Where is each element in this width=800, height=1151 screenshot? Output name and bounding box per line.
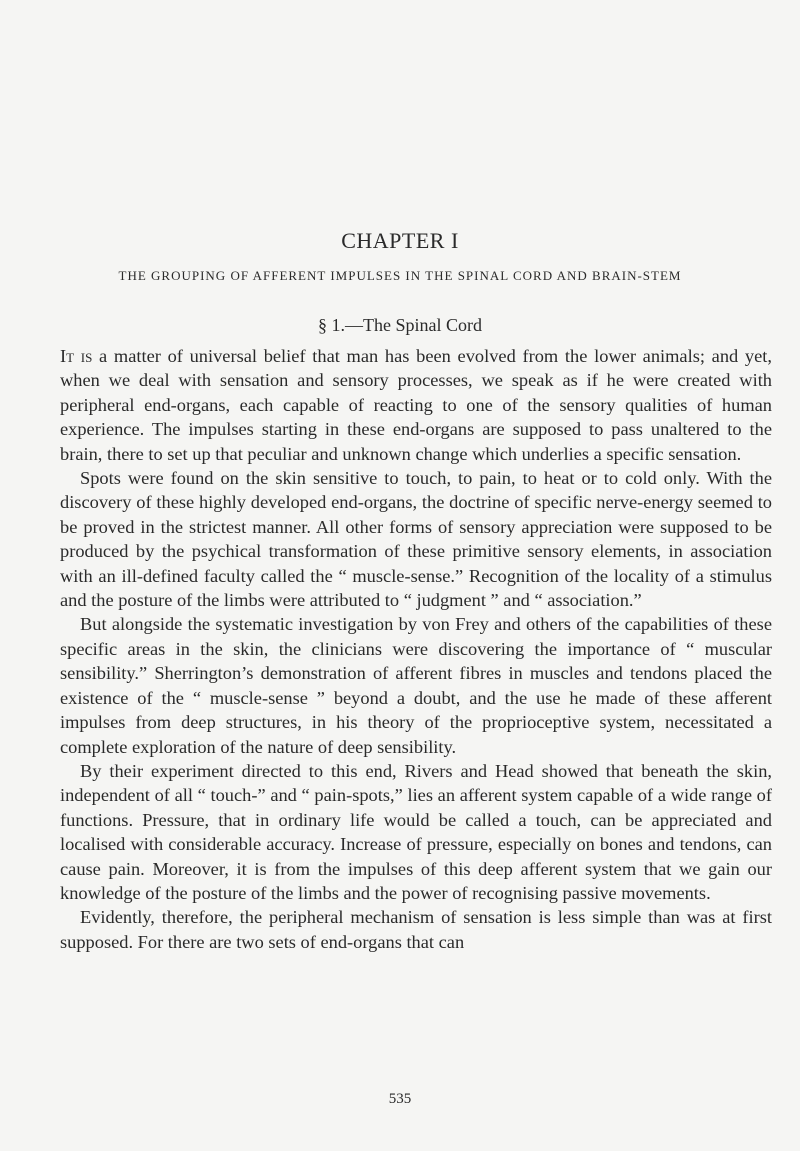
paragraph: Evidently, therefore, the peripheral mechanism of sensation is less simple than was at first supposed. For there are two sets of end-organs that can <box>60 907 772 952</box>
paragraph: By their experiment directed to this end, Rivers and Head showed that beneath the skin, independent of all “ touch-” and “ pain-spots,” lies an afferent system capable of a wide range of functions. Pressure, that in ordinary life would be called a touch, can be appreciated and localised with considerable accuracy. Increase of pressure, especially on bones and tendons, can cause pain. Moreover, it is from the impulses of this deep afferent system that we gain our knowledge of the posture of the limbs and the power of recognising passive movements. <box>60 760 772 903</box>
paragraph: But alongside the systematic investigation by von Frey and others of the capabilities of these specific areas in the skin, the clinicians were discovering the importance of “ muscular sensibility.” Sherrington’s demonstration of afferent fibres in muscles and tendons placed the existence of the “ muscle-sense ” beyond a doubt, and the use he made of these afferent impulses from deep structures, in his theory of the proprioceptive system, necessitated a complete exploration of the nature of deep sensibility. <box>60 614 772 757</box>
body-text <box>60 344 772 954</box>
chapter-heading: CHAPTER I <box>341 228 459 253</box>
page-number: 535 <box>388 1091 412 1107</box>
paragraph: Spots were found on the skin sensitive to touch, to pain, to heat or to cold only. With the discovery of these highly developed end-organs, the doctrine of specific nerve-energy seemed to be proved in the strictest manner. All other forms of sensory appreciation were supposed to be produced by the psychical transformation of these primitive sensory elements, in association with an ill-defined faculty called the “ muscle-sense.” Recognition of the locality of a stimulus and the posture of the limbs were attributed to “ judgment ” and “ association.” <box>60 468 772 611</box>
chapter-subtitle: THE GROUPING OF AFFERENT IMPULSES IN THE SPINAL CORD AND BRAIN-STEM <box>118 268 682 283</box>
paragraph: It is a matter of universal belief that man has been evolved from the lower animals; and yet, when we deal with sensation and sensory processes, we speak as if he were created with peripheral end-organs, each capable of reacting to one of the sensory qualities of human experience. The impulses starting in these end-organs are supposed to pass unaltered to the brain, there to set up that peculiar and unknown change which underlies a specific sensation. <box>60 346 772 464</box>
section-heading: § 1.—The Spinal Cord <box>318 315 482 335</box>
paragraph-lead: It is <box>60 346 93 366</box>
